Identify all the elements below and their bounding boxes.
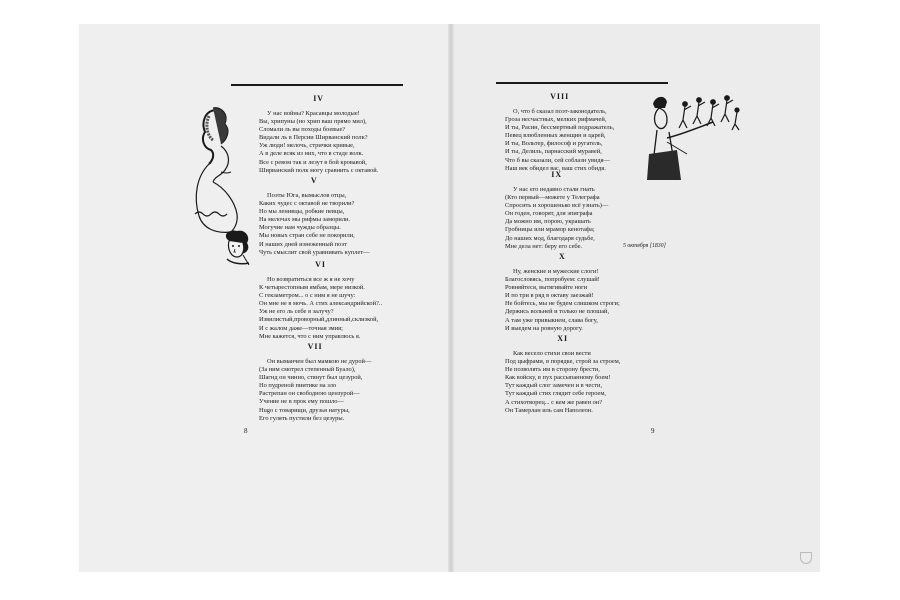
verse-line: Он Тамерлан иль сам Наполеон. [505,406,593,414]
page-number: 9 [651,427,655,435]
verse-line: Ровняйтеся, вытягивайте ноги [505,284,588,292]
verse-line: Певец влюбленных женщин и царей, [505,132,606,140]
verse-line: Вы, хрипуны (но хрип ваш прямо мил), [259,118,367,126]
verse-line: Ширванский полк могу сравнить с октавой. [259,166,379,174]
verse-line: И ты, Вольтер, философ и ругатель, [505,140,603,148]
verse-line: Hugo с товарищи, друзья натуры, [259,406,350,414]
verse-line: Каких чудес с октавой не творили? [259,200,355,208]
book-spread [79,24,820,572]
poet-and-soldiers-illustration [647,94,743,180]
verse-line: Учение не в прок ему пошло— [259,398,344,406]
verse-line: И ты, Расин, бессмертный подражатель, [505,124,615,132]
right-page [451,24,820,572]
stanza-ix [505,170,608,251]
verse-line: Как войску, в пух рассыпанному боем! [505,374,611,382]
page-corner-mark [800,552,812,564]
verse-line: Что б вы сказали, сей соблазн увидя— [505,156,610,164]
verse-line: Поэты Юга, вымыслов отцы, [267,192,347,199]
verse-line: (За ним смотрел степенный Буало), [259,366,356,374]
verse-line: Тут каждый слог замечен и в чести, [505,382,603,390]
pushkin-portrait-illustration [219,229,253,267]
stanza-numeral: X [558,252,566,261]
verse-line: Растрепан он свободною цензурой— [259,390,360,398]
stanza-numeral: V [310,176,318,185]
verse-line: Но пудреной пиитике на зло [259,382,337,390]
verse-line: Уж не его ль себе я залучу? [259,308,334,316]
verse-line: К четырестопным ямбам, мере низкой. [259,284,365,292]
stanza-xi [505,334,620,415]
woman-profile-illustration [191,106,247,238]
verse-line: Тут каждый стих глядит себе героем, [505,390,606,398]
verse-line: И с жалом даже—точная змия; [259,324,343,332]
verse-line: Все с ревом так и лезут в бой кровавой, [259,158,367,166]
verse-line: Мне дела нет: беру его себе. [505,242,583,250]
verse-line: Благословясь, попробуем: слушай! [505,276,600,284]
verse-line: Чуть смыслит свой уравнивать куплет— [259,248,370,256]
date-annotation: 5 октября [1830] [623,243,666,249]
verse-line: Мне кажется, что с ним управлюсь я. [259,332,361,340]
verse-line: Наш век обидел вас, ваш стих обидя. [505,164,606,172]
verse-line: Как весело стихи свои вести [513,350,591,357]
verse-line: О, что б сказал поэт-законодатель, [513,108,607,115]
verse-line: И наших дней изнеженный поэт [259,240,347,248]
verse-line: Он выманчен был мамкою не дурой— [267,358,372,365]
stanza-vi [259,260,382,341]
verse-line: Но возвратиться все ж я не хочу [267,276,355,283]
stanza-numeral: VII [307,342,323,351]
verse-line: Его гулять пустили без цезуры. [259,414,345,422]
verse-line: Держись вольней и только не плошай, [505,308,610,316]
verse-line: С гекзаметром... о с ним я не шучу: [259,292,356,300]
verse-line: До наших мод, благодаря судьбе, [505,234,595,242]
verse-line: Он мне не в мочь. А стих александрийской?.. [259,300,383,308]
verse-line: Не бойтесь, мы не будем слишком строги; [505,300,620,308]
verse-line: Но мы ленивцы, робкие певцы, [259,208,345,216]
verse-line: (Кто первый—можете у Телеграфа [505,194,600,202]
verse-line: А в деле всяк из них, что в стаде волк. [259,150,364,158]
verse-line: А там уже привыкнем, слава богу, [505,316,598,324]
verse-line: Могучие нам чужды образцы. [259,224,341,232]
verse-line: У нас войны? Красавцы молодые! [267,110,360,117]
verse-line: Мы новых стран себе не покорили, [259,232,355,240]
verse-line: Видали ль в Персии Ширванский полк? [259,134,368,142]
verse-line: Он годен, говорят, для эпиграфа [505,210,593,218]
top-rule [231,84,403,86]
verse-line: И по три в ряд в октаву заезжай! [505,292,594,300]
stanza-numeral: XI [557,334,569,343]
top-rule [496,82,668,84]
verse-line: Уж люди! мелочь, стрички кривые, [259,142,355,150]
verse-line: Сломали ль вы походы боевые? [259,126,346,134]
verse-line: Извилистый,проворный,длинный,склизкой, [259,316,379,324]
stanza-numeral: VI [315,260,326,269]
verse-line: Спросить и хорошенько всё узнать)— [505,202,609,210]
book-gutter [448,24,454,572]
stanza-numeral: IX [551,170,563,179]
stanza-iv [259,94,378,175]
verse-line: Да можно им, порою, украшать [505,218,591,226]
verse-line: Гроза несчастных, мелких рифмачей, [505,116,607,124]
verse-line: И выедем на ровную дорогу. [505,324,583,332]
verse-line: Шагнд он чинно, стянут был цезурой, [259,374,363,382]
stanza-viii [505,92,614,173]
left-page [79,24,451,572]
stanza-vii [259,342,371,423]
verse-line: Ну, женские и мужеские слоги! [513,268,599,275]
stanza-x [505,252,620,333]
verse-line: У нас его недавно стали гнать [513,186,595,193]
stanza-v [259,176,370,257]
verse-line: И ты, Делиль, парнасский муравей, [505,148,602,156]
verse-line: На мелочах мы рифмы заморили. [259,216,351,224]
stanza-numeral: VIII [550,92,570,101]
stanza-numeral: IV [313,94,325,103]
verse-line: Гробницы или мрамор кенотафа; [505,226,595,234]
verse-line: Не позволять им в сторону брести, [505,366,600,374]
page-number: 8 [244,427,248,435]
verse-line: А стихотворец... с кем же равен он? [505,398,603,406]
verse-line: Под цыфрами, в порядке, строй за строем, [505,358,621,366]
